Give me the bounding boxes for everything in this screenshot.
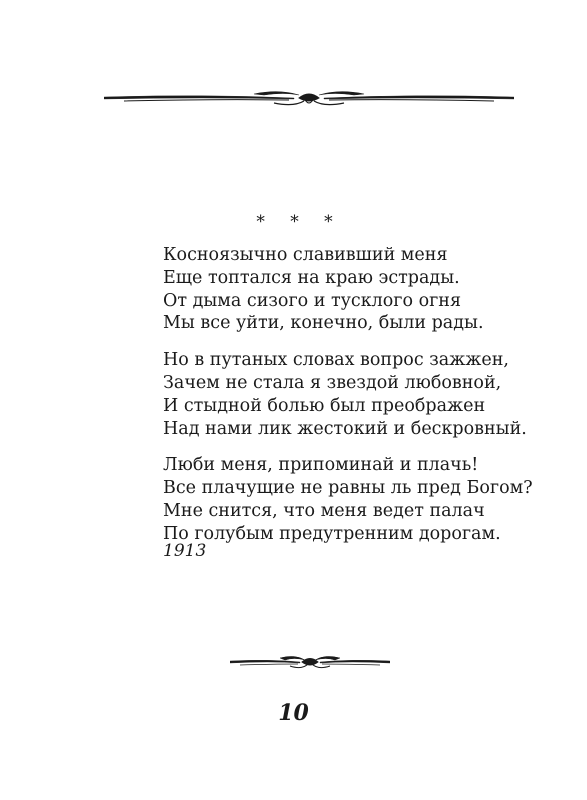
poem-line: Косноязычно славивший меня [163, 245, 448, 265]
page-number: 10 [278, 700, 309, 726]
poem-line: Над нами лик жестокий и бескровный. [163, 418, 527, 439]
stanza-1 [163, 244, 533, 335]
top-ornament-divider [104, 85, 514, 111]
stanza-3 [163, 454, 533, 545]
stanza-2 [163, 349, 533, 440]
bottom-ornament-divider [230, 652, 390, 672]
poem-line: Все плачущие не равны ль пред Богом? [163, 478, 533, 499]
poem [163, 244, 533, 560]
section-separator: * * * [256, 212, 343, 232]
poem-line: Люби меня, припоминай и плачь! [163, 455, 479, 476]
poem-line: Но в путаных словах вопрос зажжен, [163, 350, 509, 371]
poem-line: И стыдной болью был преображен [163, 395, 486, 416]
poem-line: Мы все уйти, конечно, были рады. [163, 313, 484, 334]
poem-line: От дыма сизого и тусклого огня [163, 290, 461, 311]
poem-line: По голубым предутренним дорогам. [163, 523, 501, 544]
poem-line: Мне снится, что меня ведет палач [163, 500, 485, 521]
poem-line: Зачем не стала я звездой любовной, [163, 372, 502, 393]
poem-line: Еще топтался на краю эстрады. [163, 267, 460, 288]
poem-date: 1913 [163, 541, 207, 561]
